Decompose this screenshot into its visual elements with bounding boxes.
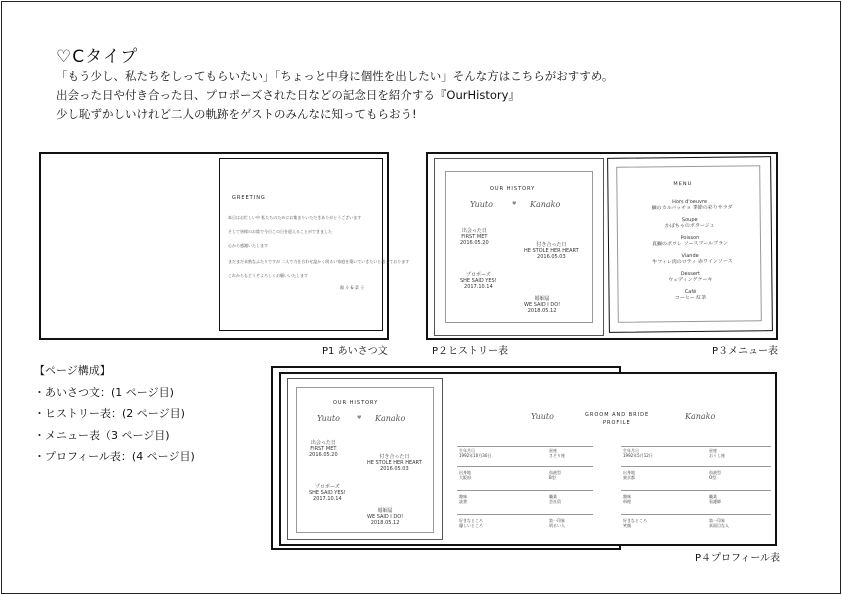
history-heading: OUR HISTORY — [490, 186, 536, 192]
bride-field: 職業 看護師 — [709, 494, 721, 504]
menu-page — [607, 156, 773, 333]
history-groom-name: Yuuto — [317, 414, 340, 423]
caption-p4: P４プロフィール表 — [695, 553, 781, 564]
history-event: 付き合った日 HE STOLE HER HEART 2016.05.03 — [524, 242, 579, 260]
bride-field: 生年月日 1992年5月12日 — [623, 448, 653, 458]
groom-field: 星座 さそり座 — [549, 448, 565, 458]
page-title: ♡Cタイプ — [56, 47, 139, 67]
greeting-heading: GREETING — [232, 195, 266, 201]
composition-heading: 【ページ構成】 — [34, 364, 111, 377]
composition-item: ・あいさつ文：(1 ページ目) — [34, 386, 174, 399]
history-event: プロポーズ SHE SAID YES! 2017.10.14 — [460, 272, 497, 290]
intro-line-2: 出会った日や付き合った日、プロポーズされた日などの記念日を紹介する『OurHistory』 — [56, 88, 520, 102]
history-menu-spread — [426, 152, 778, 340]
history-page-copy — [287, 378, 443, 540]
heart-icon: ♥ — [357, 415, 362, 421]
groom-field: 出身地 大阪府 — [459, 470, 471, 480]
history-page — [434, 158, 604, 336]
groom-field: 職業 会社員 — [549, 494, 561, 504]
greeting-line: まだまだ未熟なふたりですが 二人で力を合わせ温かく明るい家庭を築いていきたいと思っております — [228, 259, 410, 264]
history-event: 婚姻届 WE SAID I DO! 2018.05.12 — [367, 508, 404, 526]
profile-subheading: PROFILE — [603, 420, 631, 426]
profile-bride-name: Kanako — [685, 412, 716, 421]
menu-course: Hors d'oeuvre 鯛のカルパッチョ 季節の彩りサラダ — [651, 198, 733, 212]
greeting-line: 本日はお忙しい中 私たちのためにお集まりいただきありがとうございます — [228, 215, 362, 220]
bride-field: 好きなところ 笑顔 — [623, 518, 647, 528]
greeting-spread — [39, 152, 410, 340]
greeting-line: 心から感謝いたします — [228, 243, 268, 248]
history-inner-frame — [296, 387, 434, 533]
groom-field: 好きなところ 優しいところ — [459, 518, 483, 528]
intro-line-3: 少し恥ずかしいけれど二人の軌跡をゲストのみんなに知ってもらおう! — [56, 107, 417, 121]
caption-p3: P３メニュー表 — [712, 346, 779, 357]
groom-field: 第一印象 明るい人 — [549, 518, 565, 528]
row-divider — [621, 466, 771, 467]
menu-course: Café コーヒー 紅茶 — [674, 288, 707, 302]
bride-field: 第一印象 真面目な人 — [709, 518, 729, 528]
row-divider — [621, 446, 771, 447]
intro-line-1: 「もう少し、私たちをしってもらいたい」「ちょっと中身に個性を出したい」そんな方はこちらがおすすめ。 — [56, 69, 614, 83]
menu-course: Poisson 真鯛のポワレ ソースブールブラン — [651, 234, 729, 248]
history-event: プロポーズ SHE SAID YES! 2017.10.14 — [309, 484, 346, 502]
history-bride-name: Kanako — [530, 200, 561, 209]
bride-field: 出身地 東京都 — [623, 470, 635, 480]
groom-field: 血液型 B型 — [549, 470, 561, 480]
caption-p2: P２ヒストリー表 — [432, 346, 509, 357]
bride-field: 趣味 料理 — [623, 494, 631, 504]
bride-field: 星座 おうし座 — [709, 448, 725, 458]
greeting-page — [219, 158, 410, 331]
row-divider — [621, 514, 771, 515]
caption-p1: P1 あいさつ文 — [322, 346, 388, 357]
row-divider — [457, 490, 593, 491]
history-heading: OUR HISTORY — [333, 400, 379, 406]
menu-course: Dessert ウェディングケーキ — [668, 270, 713, 284]
menu-course: Viande 牛フィレ肉のロティ 赤ワインソース — [652, 252, 733, 266]
history-groom-name: Yuuto — [470, 200, 493, 209]
menu-course: Soupe かぼちゃのポタージュ — [664, 216, 715, 230]
row-divider — [457, 514, 593, 515]
menu-heading: MENU — [673, 180, 693, 188]
composition-item: ・メニュー表（3 ページ目) — [34, 429, 170, 442]
profile-spread — [279, 372, 777, 546]
row-divider — [457, 446, 593, 447]
profile-heading: GROOM AND BRIDE — [585, 412, 650, 418]
bride-field: 血液型 O型 — [709, 470, 721, 480]
groom-field: 趣味 読書 — [459, 494, 467, 504]
greeting-line: そして皆様のお陰で今日この日を迎えることができました — [228, 229, 332, 234]
history-event: 婚姻届 WE SAID I DO! 2018.05.12 — [524, 296, 561, 314]
row-divider — [621, 490, 771, 491]
menu-inner-frame — [616, 165, 762, 322]
groom-field: 生年月日 1992年10月30日 — [459, 448, 492, 458]
row-divider — [457, 466, 593, 467]
history-inner-frame — [445, 171, 593, 323]
composition-item: ・プロフィール表：(4 ページ目) — [34, 450, 195, 463]
greeting-line: これからもどうぞよろしくお願いいたします — [228, 273, 308, 278]
greeting-signature: 陽 斗 & 菜 子 — [340, 285, 365, 290]
history-event: 出会った日 FIRST MET 2016.05.20 — [309, 440, 338, 458]
history-event: 出会った日 FIRST MET 2016.05.20 — [460, 228, 489, 246]
history-bride-name: Kanako — [375, 414, 406, 423]
composition-item: ・ヒストリー表：(2 ページ目) — [34, 407, 185, 420]
history-event: 付き合った日 HE STOLE HER HEART 2016.05.03 — [367, 454, 422, 472]
profile-groom-name: Yuuto — [531, 412, 554, 421]
heart-icon: ♥ — [512, 201, 517, 207]
